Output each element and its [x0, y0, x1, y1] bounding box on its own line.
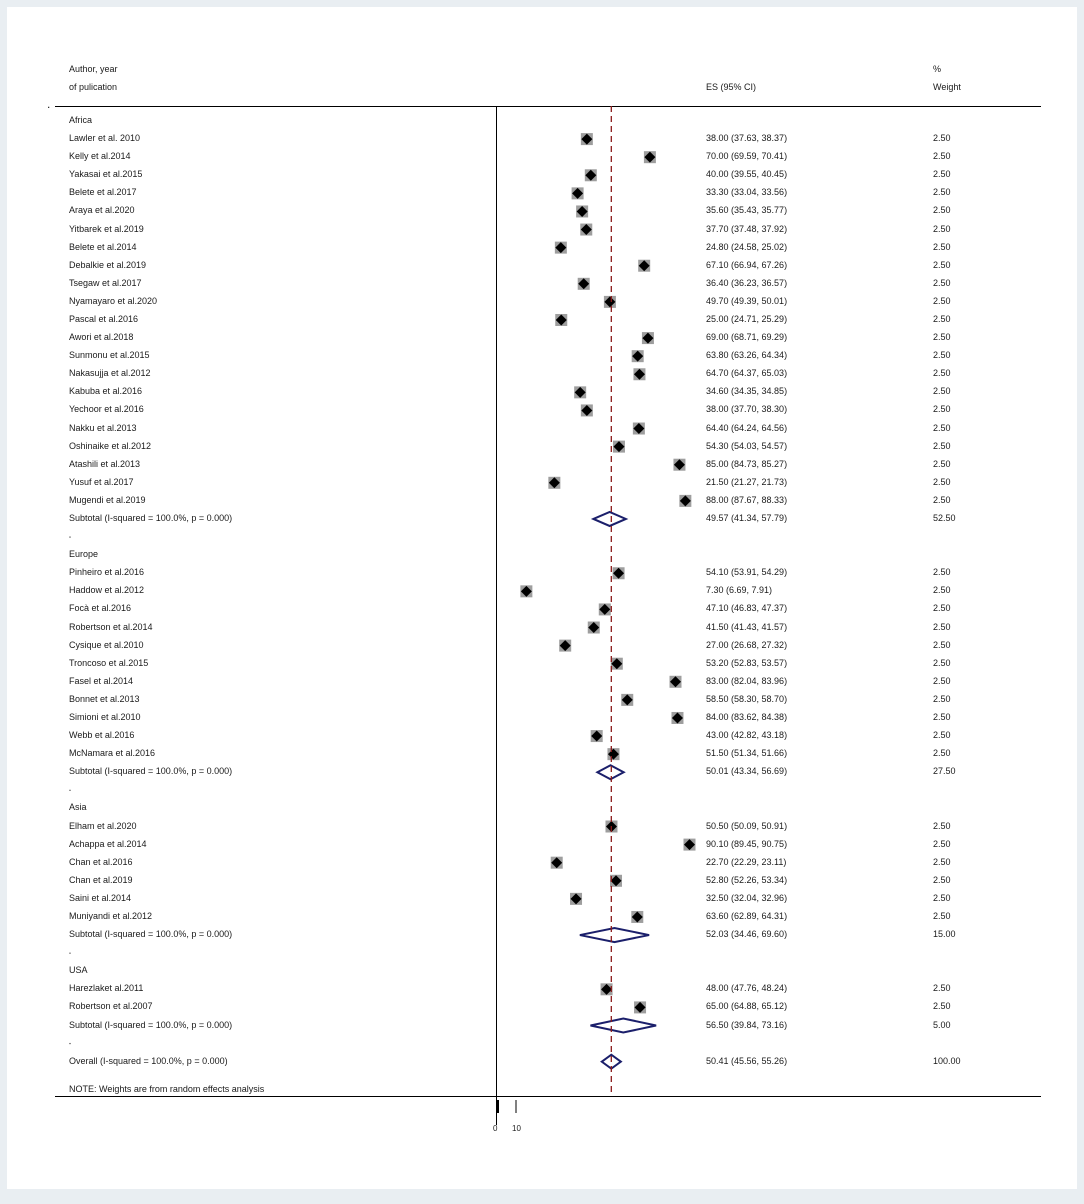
study-es: 32.50 (32.04, 32.96)	[706, 892, 788, 903]
study-es: 43.00 (42.82, 43.18)	[706, 730, 788, 741]
overall-label: Overall (I-squared = 100.0%, p = 0.000)	[69, 1055, 228, 1066]
study-label: Chan et al.2016	[69, 856, 133, 867]
study-es: 24.80 (24.58, 25.02)	[706, 241, 788, 252]
study-es: 41.50 (41.43, 41.57)	[706, 621, 788, 632]
study-es: 58.50 (58.30, 58.70)	[706, 693, 788, 704]
study-es: 69.00 (68.71, 69.29)	[706, 332, 788, 343]
study-weight: 2.50	[933, 332, 951, 343]
study-weight: 2.50	[933, 983, 951, 994]
study-es: 33.30 (33.04, 33.56)	[706, 187, 788, 198]
subtotal-diamond	[580, 928, 649, 942]
study-es: 27.00 (26.68, 27.32)	[706, 639, 788, 650]
study-es: 38.00 (37.63, 38.37)	[706, 133, 788, 144]
study-es: 25.00 (24.71, 25.29)	[706, 313, 788, 324]
study-label: Fasel et al.2014	[69, 675, 134, 686]
group-heading: Asia	[69, 802, 87, 813]
study-label: Oshinaike et al.2012	[69, 440, 152, 451]
study-es: 38.00 (37.70, 38.30)	[706, 404, 788, 415]
study-label: Muniyandi et al.2012	[69, 910, 153, 921]
study-weight: 2.50	[933, 422, 951, 433]
weight-header-line1: %	[933, 64, 942, 74]
study-es: 64.40 (64.24, 64.56)	[706, 422, 788, 433]
spacer-dot	[69, 790, 70, 791]
study-label: Achappa et al.2014	[69, 838, 147, 849]
study-es: 52.80 (52.26, 53.34)	[706, 874, 788, 885]
group-heading: Europe	[69, 549, 99, 560]
study-es: 65.00 (64.88, 65.12)	[706, 1001, 788, 1012]
subtotal-es: 50.01 (43.34, 56.69)	[706, 766, 788, 777]
study-label: Belete et al.2014	[69, 241, 137, 252]
study-es: 40.00 (39.55, 40.45)	[706, 169, 788, 180]
subtotal-label: Subtotal (I-squared = 100.0%, p = 0.000)	[69, 929, 233, 940]
study-label: Kabuba et al.2016	[69, 386, 143, 397]
study-weight: 2.50	[933, 368, 951, 379]
study-label: Robertson et al.2014	[69, 621, 153, 632]
subtotal-label: Subtotal (I-squared = 100.0%, p = 0.000)	[69, 1019, 233, 1030]
study-es: 50.50 (50.09, 50.91)	[706, 820, 788, 831]
study-weight: 2.50	[933, 639, 951, 650]
study-weight: 2.50	[933, 476, 951, 487]
study-es: 63.60 (62.89, 64.31)	[706, 910, 788, 921]
weight-header-line2: Weight	[933, 82, 961, 92]
group-heading: USA	[69, 965, 88, 976]
study-weight: 2.50	[933, 223, 951, 234]
forest-plot-svg	[7, 7, 1077, 1189]
study-label: Nyamayaro et al.2020	[69, 295, 158, 306]
study-label: Pascal et al.2016	[69, 313, 139, 324]
study-weight: 2.50	[933, 133, 951, 144]
study-es: 70.00 (69.59, 70.41)	[706, 151, 788, 162]
study-weight: 2.50	[933, 151, 951, 162]
study-es: 85.00 (84.73, 85.27)	[706, 458, 788, 469]
study-label: Araya et al.2020	[69, 205, 135, 216]
study-es: 54.30 (54.03, 54.57)	[706, 440, 788, 451]
study-es: 88.00 (87.67, 88.33)	[706, 494, 788, 505]
study-weight: 2.50	[933, 838, 951, 849]
subtotal-weight: 52.50	[933, 512, 956, 523]
overall-weight: 100.00	[933, 1055, 961, 1066]
footnote: NOTE: Weights are from random effects analysis	[69, 1084, 265, 1094]
study-es: 63.80 (63.26, 64.34)	[706, 350, 788, 361]
study-weight: 2.50	[933, 820, 951, 831]
overall-es: 50.41 (45.56, 55.26)	[706, 1055, 788, 1066]
study-label: Atashili et al.2013	[69, 458, 141, 469]
study-es: 22.70 (22.29, 23.11)	[706, 856, 787, 867]
study-label: Yitbarek et al.2019	[69, 223, 144, 234]
study-weight: 2.50	[933, 856, 951, 867]
subtotal-weight: 27.50	[933, 766, 956, 777]
study-es: 34.60 (34.35, 34.85)	[706, 386, 788, 397]
study-es: 67.10 (66.94, 67.26)	[706, 259, 788, 270]
study-weight: 2.50	[933, 386, 951, 397]
subtotal-weight: 15.00	[933, 929, 956, 940]
study-weight: 2.50	[933, 295, 951, 306]
study-weight: 2.50	[933, 675, 951, 686]
study-weight: 2.50	[933, 730, 951, 741]
study-weight: 2.50	[933, 910, 951, 921]
author-header-line2: of pulication	[69, 82, 118, 92]
study-label: Elham et al.2020	[69, 820, 137, 831]
study-weight: 2.50	[933, 748, 951, 759]
subtotal-diamond	[597, 765, 623, 779]
study-es: 54.10 (53.91, 54.29)	[706, 567, 788, 578]
study-label: Yechoor et al.2016	[69, 404, 144, 415]
study-weight: 2.50	[933, 350, 951, 361]
author-header-line1: Author, year	[69, 64, 118, 74]
study-label: Cysique et al.2010	[69, 639, 144, 650]
spacer-dot	[69, 536, 70, 537]
study-weight: 2.50	[933, 892, 951, 903]
spacer-dot	[69, 1043, 70, 1044]
subtotal-es: 56.50 (39.84, 73.16)	[706, 1019, 788, 1030]
study-es: 90.10 (89.45, 90.75)	[706, 838, 788, 849]
spacer-dot	[69, 952, 70, 953]
study-weight: 2.50	[933, 458, 951, 469]
study-es: 36.40 (36.23, 36.57)	[706, 277, 788, 288]
study-es: 37.70 (37.48, 37.92)	[706, 223, 788, 234]
study-label: Tsegaw et al.2017	[69, 277, 142, 288]
study-weight: 2.50	[933, 874, 951, 885]
study-es: 53.20 (52.83, 53.57)	[706, 657, 788, 668]
study-weight: 2.50	[933, 585, 951, 596]
study-label: Debalkie et al.2019	[69, 259, 147, 270]
study-es: 7.30 (6.69, 7.91)	[706, 585, 773, 596]
study-weight: 2.50	[933, 494, 951, 505]
study-label: Haddow et al.2012	[69, 585, 145, 596]
study-label: Focà et al.2016	[69, 603, 132, 614]
study-es: 47.10 (46.83, 47.37)	[706, 603, 788, 614]
study-label: Pinheiro et al.2016	[69, 567, 145, 578]
study-weight: 2.50	[933, 404, 951, 415]
study-weight: 2.50	[933, 603, 951, 614]
study-weight: 2.50	[933, 1001, 951, 1012]
study-weight: 2.50	[933, 567, 951, 578]
axis-tick-label-10: 10	[512, 1124, 521, 1133]
study-weight: 2.50	[933, 205, 951, 216]
study-label: Chan et al.2019	[69, 874, 133, 885]
study-label: Kelly et al.2014	[69, 151, 131, 162]
es-header: ES (95% CI)	[706, 82, 757, 92]
study-es: 84.00 (83.62, 84.38)	[706, 711, 788, 722]
study-label: Nakasujja et al.2012	[69, 368, 151, 379]
study-label: Simioni et al.2010	[69, 711, 141, 722]
study-es: 49.70 (49.39, 50.01)	[706, 295, 788, 306]
study-label: Nakku et al.2013	[69, 422, 137, 433]
study-label: Belete et al.2017	[69, 187, 137, 198]
subtotal-diamond	[593, 512, 625, 526]
study-es: 64.70 (64.37, 65.03)	[706, 368, 788, 379]
study-weight: 2.50	[933, 313, 951, 324]
subtotal-label: Subtotal (I-squared = 100.0%, p = 0.000)	[69, 512, 233, 523]
study-label: Mugendi et al.2019	[69, 494, 146, 505]
subtotal-es: 52.03 (34.46, 69.60)	[706, 929, 788, 940]
study-weight: 2.50	[933, 657, 951, 668]
study-label: Bonnet et al.2013	[69, 693, 140, 704]
study-weight: 2.50	[933, 169, 951, 180]
study-es: 35.60 (35.43, 35.77)	[706, 205, 788, 216]
forest-plot-panel	[7, 7, 1077, 1189]
study-label: Yusuf et al.2017	[69, 476, 134, 487]
study-es: 83.00 (82.04, 83.96)	[706, 675, 788, 686]
study-es: 51.50 (51.34, 51.66)	[706, 748, 788, 759]
study-label: McNamara et al.2016	[69, 748, 156, 759]
axis-tick-label-0: 0	[493, 1124, 498, 1133]
study-weight: 2.50	[933, 277, 951, 288]
study-label: Awori et al.2018	[69, 332, 134, 343]
study-es: 21.50 (21.27, 21.73)	[706, 476, 788, 487]
study-label: Sunmonu et al.2015	[69, 350, 150, 361]
subtotal-weight: 5.00	[933, 1019, 951, 1030]
axis-tick-0	[496, 1100, 499, 1113]
study-label: Troncoso et al.2015	[69, 657, 149, 668]
study-label: Lawler et al. 2010	[69, 133, 141, 144]
subtotal-diamond	[590, 1019, 656, 1033]
study-weight: 2.50	[933, 259, 951, 270]
stray-dot: .	[47, 97, 51, 111]
study-label: Harezlaket al.2011	[69, 983, 144, 994]
study-label: Robertson et al.2007	[69, 1001, 153, 1012]
study-label: Yakasai et al.2015	[69, 169, 143, 180]
study-weight: 2.50	[933, 440, 951, 451]
study-label: Saini et al.2014	[69, 892, 132, 903]
study-weight: 2.50	[933, 241, 951, 252]
subtotal-label: Subtotal (I-squared = 100.0%, p = 0.000)	[69, 766, 233, 777]
study-weight: 2.50	[933, 187, 951, 198]
study-weight: 2.50	[933, 711, 951, 722]
subtotal-es: 49.57 (41.34, 57.79)	[706, 512, 788, 523]
study-weight: 2.50	[933, 621, 951, 632]
study-es: 48.00 (47.76, 48.24)	[706, 983, 788, 994]
group-heading: Africa	[69, 115, 93, 125]
study-label: Webb et al.2016	[69, 730, 135, 741]
study-weight: 2.50	[933, 693, 951, 704]
